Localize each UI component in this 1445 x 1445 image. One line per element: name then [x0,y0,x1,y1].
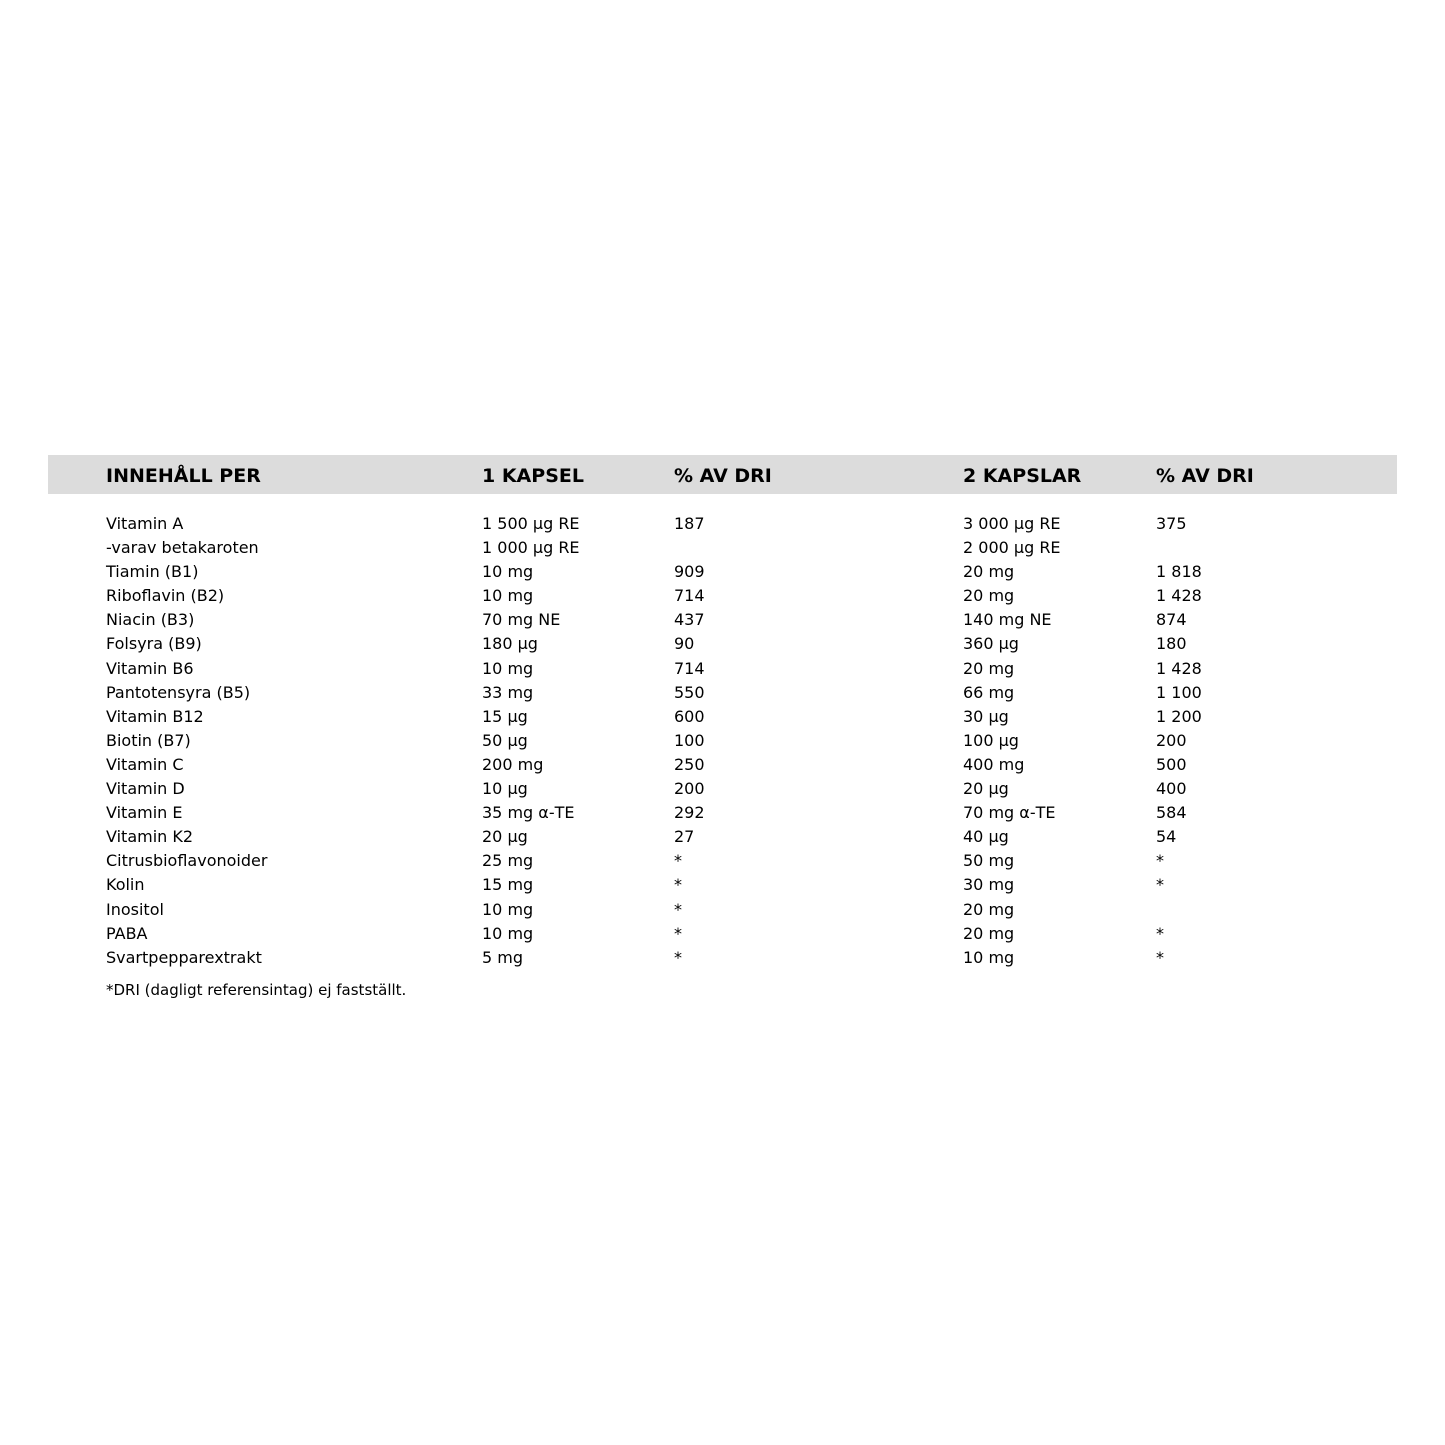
amount-1-capsule: 15 µg [482,706,528,726]
header-2-kapslar: 2 KAPSLAR [963,465,1082,487]
table-row [0,849,1445,873]
dri-1-capsule: 437 [674,610,705,630]
amount-1-capsule: 10 µg [482,779,528,799]
amount-2-capsules: 3 000 µg RE [963,514,1061,533]
nutrient-name: Vitamin A [106,514,184,533]
dri-1-capsule: 27 [674,827,695,847]
nutrient-name: Vitamin B12 [106,706,204,726]
amount-2-capsules: 20 µg [963,779,1009,799]
nutrient-name: Kolin [106,875,145,895]
dri-1-capsule: * [674,899,682,919]
nutrient-name: Inositol [106,899,164,919]
table-row [0,873,1445,897]
amount-1-capsule: 10 mg [482,658,534,678]
amount-1-capsule: 50 µg [482,730,528,750]
dri-2-capsules: 54 [1156,827,1177,847]
table-row [0,632,1445,656]
amount-2-capsules: 30 µg [963,706,1009,726]
table-row [0,898,1445,922]
amount-2-capsules: 20 mg [963,562,1015,582]
nutrient-name: Pantotensyra (B5) [106,682,251,702]
header-1-kapsel: 1 KAPSEL [482,465,584,487]
table-header [48,455,1397,494]
amount-1-capsule: 10 mg [482,562,534,582]
amount-2-capsules: 20 mg [963,899,1015,919]
table-row [0,777,1445,801]
nutrient-name: Vitamin E [106,803,183,823]
nutrient-name: -varav betakaroten [106,538,259,558]
nutrient-name: Riboflavin (B2) [106,586,225,606]
nutrient-name: Vitamin B6 [106,658,194,678]
amount-1-capsule: 25 mg [482,851,534,871]
dri-1-capsule: 90 [674,634,695,654]
table-row [0,705,1445,729]
dri-footnote: *DRI (dagligt referensintag) ej fastställt. [106,981,407,999]
table-row [0,657,1445,681]
dri-1-capsule: * [674,851,682,871]
nutrient-name: Niacin (B3) [106,610,195,630]
header-innehall-per: INNEHÅLL PER [106,465,261,487]
table-row [0,512,1445,536]
dri-1-capsule: 250 [674,754,705,774]
amount-1-capsule: 10 mg [482,923,534,943]
table-row [0,729,1445,753]
amount-2-capsules: 100 µg [963,730,1019,750]
dri-2-capsules: 1 428 [1156,658,1202,678]
dri-2-capsules: 1 428 [1156,586,1202,606]
table-row [0,681,1445,705]
dri-1-capsule: 292 [674,803,705,823]
nutrition-table-body [0,512,1445,970]
dri-2-capsules: 500 [1156,754,1187,774]
nutrient-name: PABA [106,923,148,943]
amount-2-capsules: 66 mg [963,682,1015,702]
header-dri-1: % AV DRI [674,465,772,487]
nutrient-name: Biotin (B7) [106,730,191,750]
amount-1-capsule: 70 mg NE [482,610,561,630]
amount-2-capsules: 140 mg NE [963,610,1052,630]
table-row [0,584,1445,608]
dri-1-capsule: 600 [674,706,705,726]
dri-2-capsules: 400 [1156,779,1187,799]
amount-1-capsule: 200 mg [482,754,544,774]
table-row [0,608,1445,632]
dri-2-capsules: 180 [1156,634,1187,654]
dri-2-capsules: * [1156,947,1164,967]
dri-1-capsule: 187 [674,514,705,533]
amount-1-capsule: 10 mg [482,586,534,606]
nutrient-name: Citrusbioflavonoider [106,851,268,871]
amount-1-capsule: 15 mg [482,875,534,895]
dri-2-capsules: 584 [1156,803,1187,823]
amount-1-capsule: 20 µg [482,827,528,847]
dri-1-capsule: 200 [674,779,705,799]
amount-2-capsules: 400 mg [963,754,1025,774]
table-row [0,946,1445,970]
amount-2-capsules: 2 000 µg RE [963,538,1061,558]
nutrient-name: Vitamin D [106,779,185,799]
dri-2-capsules: * [1156,923,1164,943]
dri-1-capsule: * [674,947,682,967]
dri-2-capsules: 200 [1156,730,1187,750]
nutrient-name: Vitamin K2 [106,827,194,847]
amount-1-capsule: 10 mg [482,899,534,919]
table-row [0,536,1445,560]
nutrient-name: Tiamin (B1) [106,562,199,582]
dri-2-capsules: 375 [1156,514,1187,533]
table-row [0,825,1445,849]
amount-2-capsules: 50 mg [963,851,1015,871]
table-row [0,801,1445,825]
dri-1-capsule: * [674,923,682,943]
amount-2-capsules: 20 mg [963,923,1015,943]
amount-1-capsule: 35 mg α-TE [482,803,575,823]
header-dri-2: % AV DRI [1156,465,1254,487]
amount-1-capsule: 5 mg [482,947,524,967]
amount-2-capsules: 10 mg [963,947,1015,967]
amount-2-capsules: 40 µg [963,827,1009,847]
amount-2-capsules: 20 mg [963,586,1015,606]
nutrient-name: Vitamin C [106,754,184,774]
table-row [0,753,1445,777]
nutrient-name: Folsyra (B9) [106,634,202,654]
amount-1-capsule: 180 µg [482,634,538,654]
dri-1-capsule: 100 [674,730,705,750]
table-row [0,922,1445,946]
dri-1-capsule: 714 [674,586,705,606]
amount-2-capsules: 70 mg α-TE [963,803,1056,823]
nutrient-name: Svartpepparextrakt [106,947,262,967]
amount-2-capsules: 30 mg [963,875,1015,895]
amount-1-capsule: 1 000 µg RE [482,538,580,558]
dri-2-capsules: * [1156,851,1164,871]
dri-2-capsules: * [1156,875,1164,895]
amount-1-capsule: 33 mg [482,682,534,702]
table-row [0,560,1445,584]
amount-1-capsule: 1 500 µg RE [482,514,580,533]
dri-2-capsules: 874 [1156,610,1187,630]
dri-1-capsule: * [674,875,682,895]
amount-2-capsules: 360 µg [963,634,1019,654]
dri-1-capsule: 550 [674,682,705,702]
dri-2-capsules: 1 200 [1156,706,1202,726]
dri-1-capsule: 909 [674,562,705,582]
dri-2-capsules: 1 818 [1156,562,1202,582]
dri-1-capsule: 714 [674,658,705,678]
amount-2-capsules: 20 mg [963,658,1015,678]
dri-2-capsules: 1 100 [1156,682,1202,702]
